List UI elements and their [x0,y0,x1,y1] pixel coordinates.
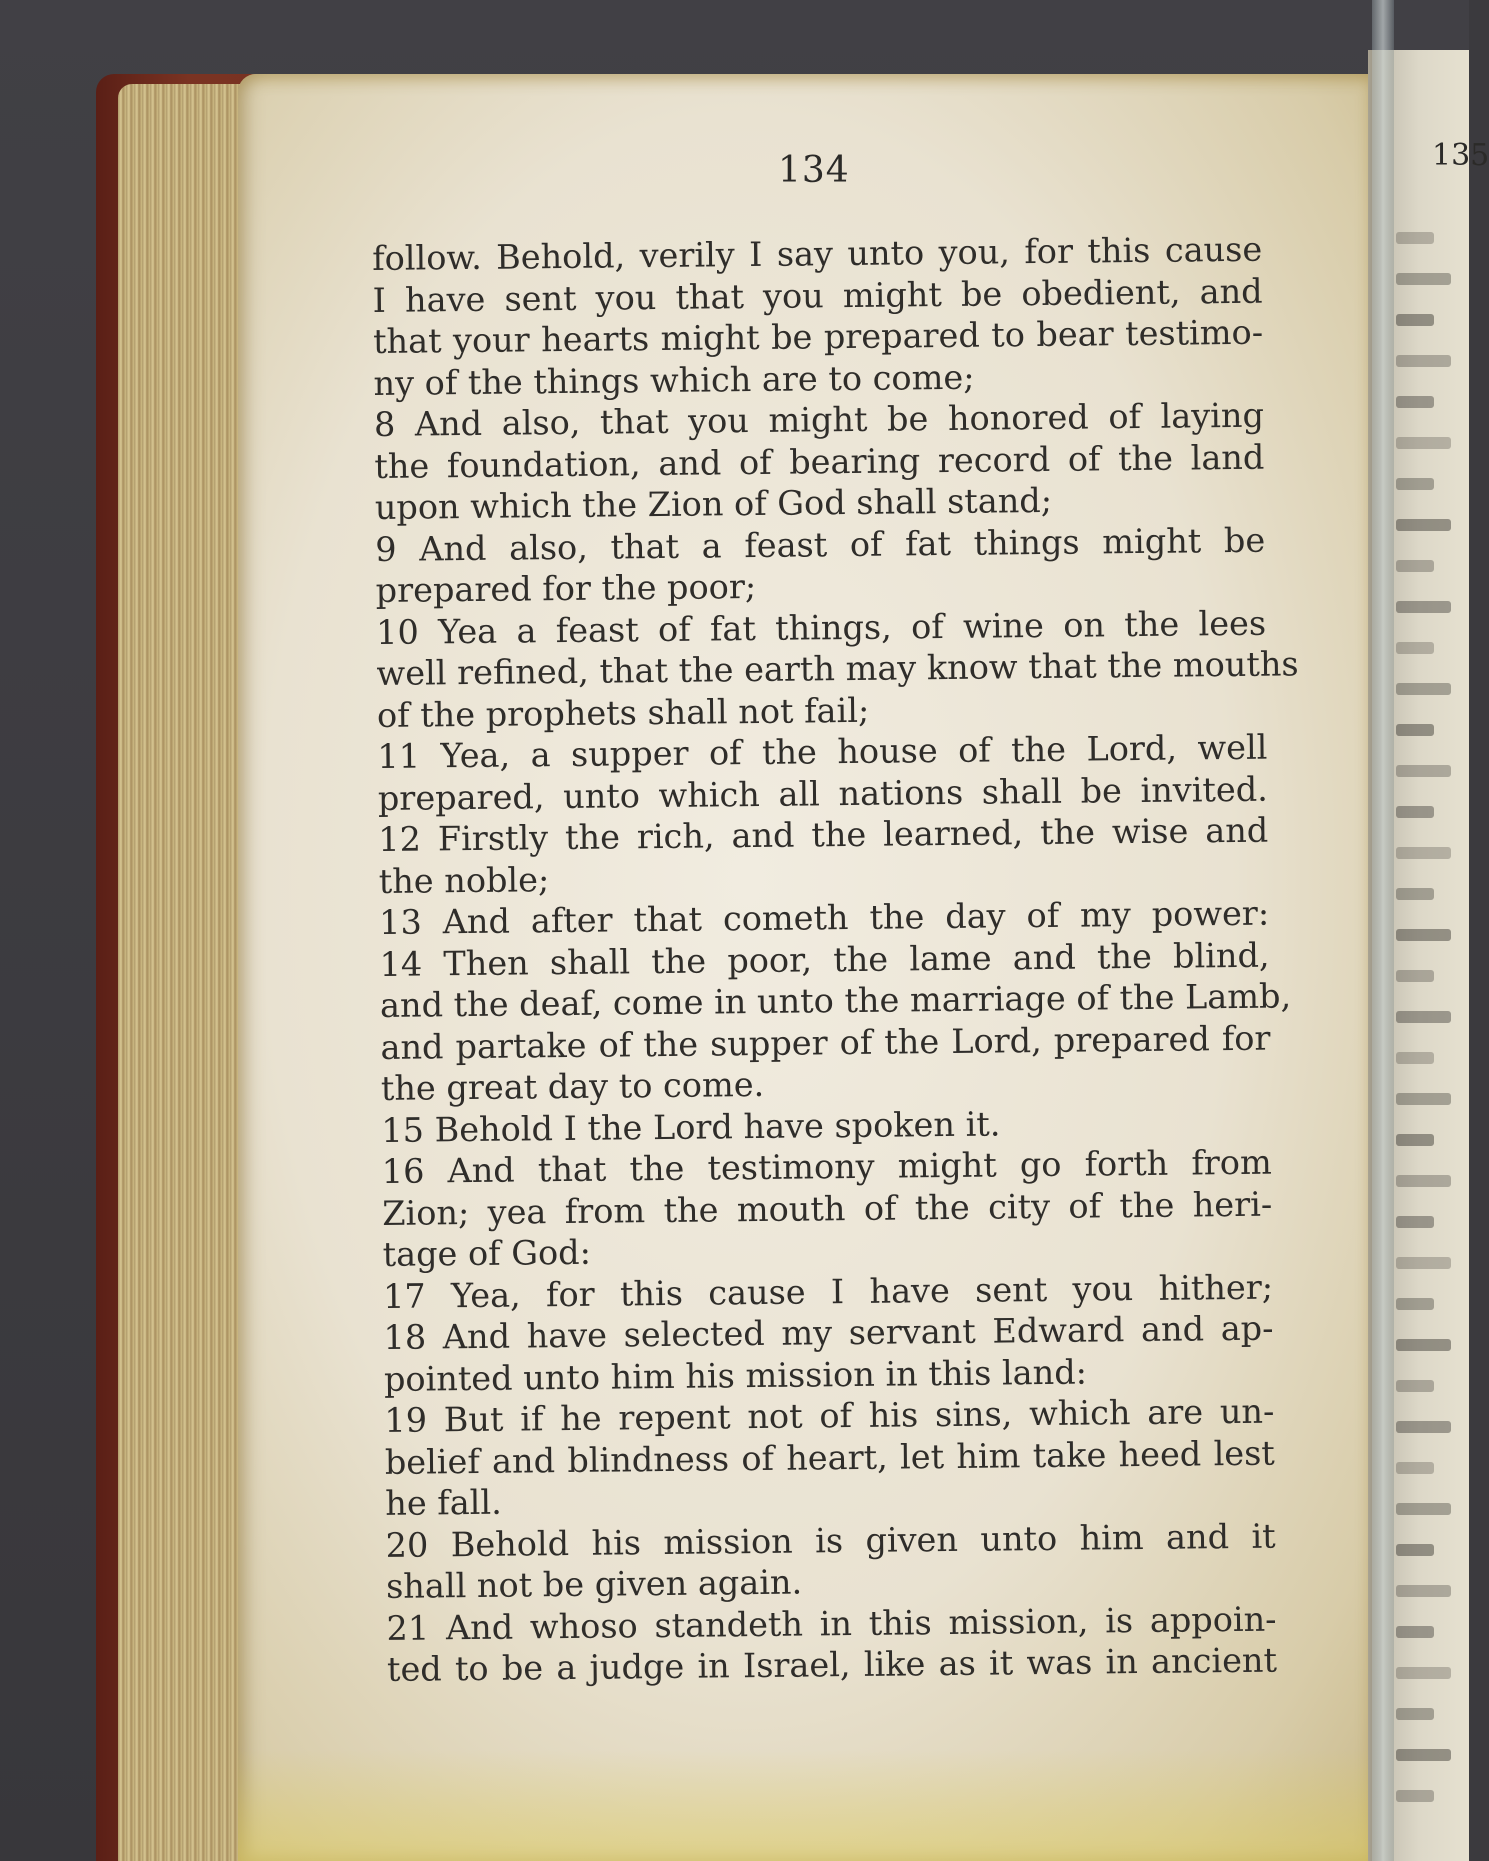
text-line: Zion; yea from the mouth of the city of the heri- [382,1184,1273,1233]
text-line: the great day to come. [380,1064,765,1108]
facing-text-stroke [1396,1175,1451,1187]
facing-text-stroke [1396,1503,1451,1515]
text-line: of the prophets shall not fail; [376,690,870,735]
text-line: prepared, unto which all nations shall be invited. [377,769,1269,818]
facing-text-stroke [1396,396,1434,408]
glass-plate-edge [1372,0,1394,1861]
facing-text-stroke [1396,888,1434,900]
facing-text-stroke [1396,1380,1434,1392]
facing-text-stroke [1396,1216,1434,1228]
facing-text-stroke [1396,273,1451,285]
facing-text-stroke [1396,806,1434,818]
facing-text-stroke [1396,437,1451,449]
text-line: follow. Behold, verily I say unto you, for this cause [372,229,1263,278]
verse-16: 16 And that the testimony might go forth from [381,1142,1272,1191]
facing-text-stroke [1396,1421,1451,1433]
text-line: upon which the Zion of God shall stand; [374,480,1053,527]
facing-text-stroke [1396,970,1434,982]
facing-text-stroke [1396,642,1434,654]
facing-text-stroke [1396,724,1434,736]
text-line: tage of God: [382,1232,592,1274]
facing-text-stroke [1396,847,1451,859]
text-line: ny of the things which are to come; [373,357,975,403]
facing-text-stroke [1396,478,1434,490]
text-line: shall not be given again. [385,1562,803,1606]
text-line: and the deaf, come in unto the marriage of the Lamb, [379,976,1292,1025]
facing-text-stroke [1396,1544,1434,1556]
page-stain [238,1750,1370,1861]
text-line: pointed unto him his mission in this land: [383,1352,1088,1399]
facing-text-stroke [1396,1011,1451,1023]
facing-text-stroke [1396,519,1451,531]
text-line: that your hearts might be prepared to bear testimo- [372,312,1264,361]
facing-text-stroke [1396,1626,1434,1638]
page-text [372,229,1299,1691]
verse-14: 14 Then shall the poor, the lame and the blind, [379,935,1270,984]
facing-text-stroke [1396,601,1451,613]
text-line: he fall. [385,1482,502,1523]
text-line: I have sent you that you might be obedient, and [372,271,1263,320]
verse-21: 21 And whoso standeth in this mission, is appoin- [386,1599,1277,1648]
facing-text-stroke [1396,232,1434,244]
text-line: the foundation, and of bearing record of the land [374,437,1265,486]
facing-text-stroke [1396,560,1434,572]
verse-11: 11 Yea, a supper of the house of the Lord, well [377,727,1268,776]
verse-12: 12 Firstly the rich, and the learned, the wise and [378,810,1269,859]
verse-20: 20 Behold his mission is given unto him and it [385,1516,1276,1565]
facing-text-stroke [1396,683,1451,695]
verse-15: 15 Behold I the Lord have spoken it. [381,1103,1001,1150]
facing-text-stroke [1396,1298,1434,1310]
facing-text-stroke [1396,1749,1451,1761]
facing-text-stroke [1396,1052,1434,1064]
facing-text-stroke [1396,1093,1451,1105]
facing-text-stroke [1396,1708,1434,1720]
facing-text-stroke [1396,1667,1451,1679]
facing-text-stroke [1396,1790,1434,1802]
text-line: belief and blindness of heart, let him take heed lest [384,1433,1275,1482]
text-line: ted to be a judge in Israel, like as it was in ancient [386,1640,1278,1689]
text-line: and partake of the supper of the Lord, prepared for [380,1018,1271,1067]
facing-text-stroke [1396,765,1451,777]
verse-19: 19 But if he repent not of his sins, which are un- [384,1391,1275,1440]
verse-18: 18 And have selected my servant Edward and ap- [383,1308,1274,1357]
verse-9: 9 And also, that a feast of fat things might be [375,520,1266,569]
facing-text-stroke [1396,1462,1434,1474]
facing-text-stroke [1396,929,1451,941]
facing-text-stroke [1396,1257,1451,1269]
verse-10: 10 Yea a feast of fat things, of wine on the lees [375,603,1267,652]
verse-17: 17 Yea, for this cause I have sent you hither; [382,1267,1274,1316]
facing-text-stroke [1396,1134,1434,1146]
facing-text-stroke [1396,314,1434,326]
facing-text-stroke [1396,1585,1451,1597]
text-line: well refined, that the earth may know that the mouths [376,644,1299,693]
text-line: the noble; [378,859,550,901]
verse-13: 13 And after that cometh the day of my power: [378,893,1270,942]
verse-8: 8 And also, that you might be honored of laying [373,395,1265,444]
facing-text-stroke [1396,1339,1451,1351]
text-line: prepared for the poor; [375,566,757,610]
facing-text-stroke [1396,355,1451,367]
facing-page-number: 135 [1432,138,1489,173]
page-number: 134 [778,150,850,191]
